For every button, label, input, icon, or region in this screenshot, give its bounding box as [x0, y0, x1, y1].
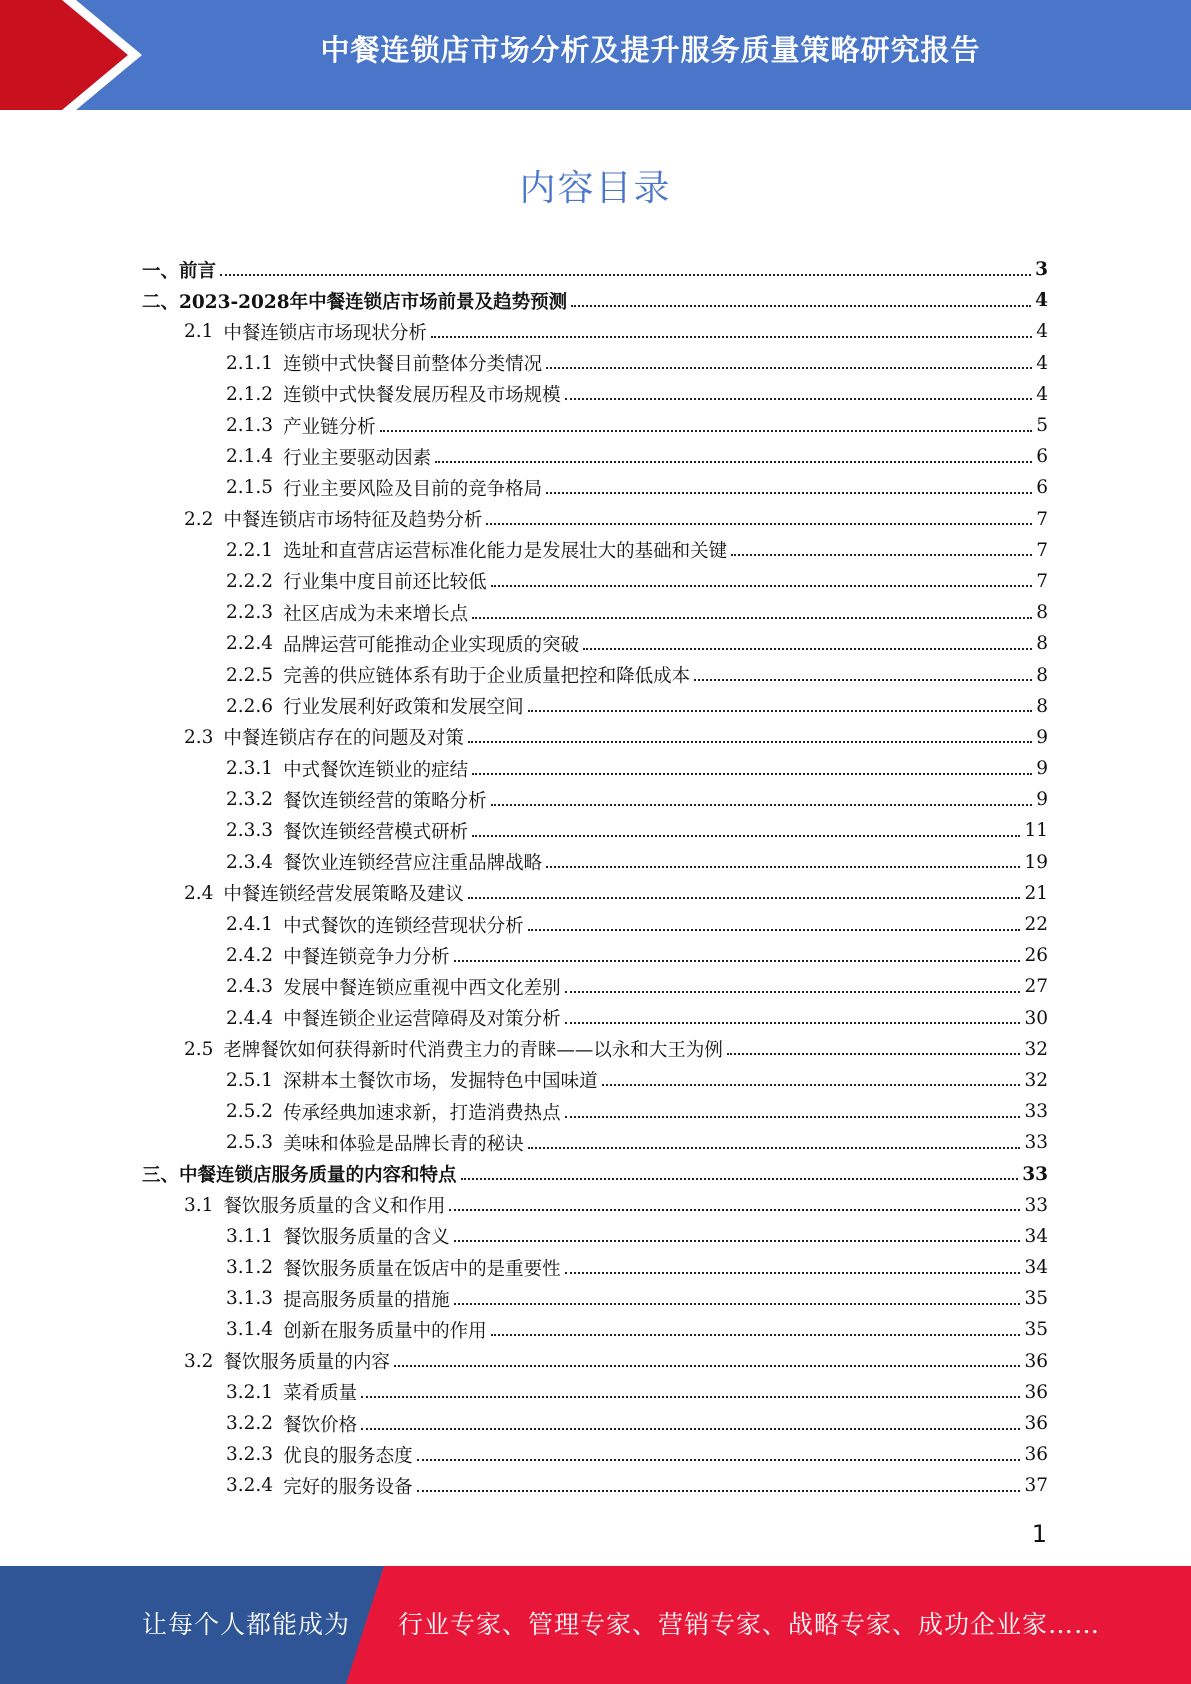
toc-entry-page: 6: [1036, 446, 1048, 468]
toc-dot-leader: [546, 361, 1032, 369]
toc-entry-title: 传承经典加速求新，打造消费热点: [283, 1102, 561, 1124]
toc-dot-leader: [417, 1484, 1021, 1492]
toc-entry-number: 2.1: [184, 321, 214, 343]
toc-dot-leader: [602, 1078, 1021, 1086]
toc-entry[interactable]: [142, 597, 1048, 628]
toc-dot-leader: [435, 455, 1032, 463]
toc-entry[interactable]: [142, 784, 1048, 815]
toc-entry[interactable]: [142, 691, 1048, 722]
toc-entry-title: 创新在服务质量中的作用: [283, 1320, 487, 1342]
toc-entry-title: 餐饮服务质量在饭店中的是重要性: [283, 1258, 561, 1280]
toc-entry[interactable]: [142, 1408, 1048, 1439]
toc-entry-page: 36: [1024, 1350, 1048, 1372]
toc-entry-number: 2.5.1: [226, 1069, 274, 1091]
toc-entry-title: 行业主要风险及目前的竞争格局: [283, 478, 543, 500]
toc-dot-leader: [565, 1110, 1021, 1118]
toc-entry[interactable]: [142, 1439, 1048, 1470]
toc-entry-number: 2.2: [184, 508, 214, 530]
toc-entry-title: 中餐连锁竞争力分析: [283, 946, 450, 968]
toc-entry[interactable]: [142, 722, 1048, 753]
toc-dot-leader: [417, 1453, 1021, 1461]
toc-entry[interactable]: [142, 878, 1048, 909]
toc-entry[interactable]: [142, 971, 1048, 1002]
toc-entry-number: 3.1.3: [226, 1288, 274, 1310]
toc-entry[interactable]: [142, 1127, 1048, 1158]
toc-entry-title: 中式餐饮连锁业的症结: [283, 759, 469, 781]
toc-dot-leader: [468, 735, 1032, 743]
toc-entry[interactable]: [142, 847, 1048, 878]
toc-entry-number: 3.2: [184, 1350, 214, 1372]
toc-entry-number: 2.4: [184, 882, 214, 904]
toc-entry[interactable]: [142, 1003, 1048, 1034]
red-chevron-graphic: [0, 0, 150, 110]
toc-entry[interactable]: [142, 504, 1048, 535]
toc-entry-page: 7: [1036, 570, 1048, 592]
toc-entry[interactable]: [142, 316, 1048, 347]
toc-entry-page: 33: [1022, 1163, 1048, 1185]
toc-entry[interactable]: [142, 1346, 1048, 1377]
toc-entry-number: 2.5.2: [226, 1101, 274, 1123]
toc-entry-title: 中餐连锁店市场现状分析: [223, 322, 427, 344]
toc-dot-leader: [461, 1172, 1019, 1180]
toc-dot-leader: [528, 923, 1021, 931]
toc-dot-leader: [565, 1016, 1021, 1024]
toc-entry-page: 32: [1024, 1069, 1048, 1091]
toc-entry-title: 连锁中式快餐目前整体分类情况: [283, 354, 543, 376]
toc-entry-page: 27: [1024, 976, 1048, 998]
toc-entry[interactable]: [142, 566, 1048, 597]
toc-entry-title: 餐饮价格: [283, 1414, 358, 1436]
toc-entry-title: 完好的服务设备: [283, 1476, 413, 1498]
toc-entry[interactable]: [142, 379, 1048, 410]
toc-entry-page: 6: [1036, 477, 1048, 499]
toc-entry-title: 中餐连锁经营发展策略及建议: [223, 884, 464, 906]
toc-entry-title: 中式餐饮的连锁经营现状分析: [283, 915, 524, 937]
toc-entry-number: 2.3.4: [226, 851, 274, 873]
toc-entry-page: 33: [1024, 1101, 1048, 1123]
toc-dot-leader: [546, 860, 1020, 868]
toc-entry-page: 36: [1024, 1444, 1048, 1466]
toc-dot-leader: [431, 330, 1032, 338]
toc-entry-title: 社区店成为未来增长点: [283, 603, 469, 625]
toc-dot-leader: [454, 1234, 1021, 1242]
toc-dot-leader: [528, 1141, 1021, 1149]
toc-entry-page: 4: [1036, 352, 1048, 374]
toc-entry-page: 33: [1024, 1132, 1048, 1154]
toc-entry-title: 餐饮服务质量的含义: [283, 1227, 450, 1249]
toc-entry-page: 8: [1036, 602, 1048, 624]
footer-slogan-left: 让每个人都能成为: [142, 1610, 351, 1639]
toc-entry-number: 3.1.2: [226, 1257, 274, 1279]
toc-dot-leader: [731, 548, 1032, 556]
toc-dot-leader: [565, 1266, 1021, 1274]
toc-entry-title: 2023-2028年中餐连锁店市场前景及趋势预测: [179, 291, 568, 313]
toc-entry-title: 提高服务质量的措施: [283, 1289, 450, 1311]
toc-entry-number: 2.4.3: [226, 976, 274, 998]
toc-entry[interactable]: [142, 1377, 1048, 1408]
toc-entry-number: 3.2.1: [226, 1381, 274, 1403]
toc-entry[interactable]: [142, 815, 1048, 846]
toc-entry-title: 行业集中度目前还比较低: [283, 572, 487, 594]
toc-dot-leader: [491, 798, 1033, 806]
toc-entry-number: 2.2.2: [226, 570, 274, 592]
toc-entry-number: 3.2.4: [226, 1475, 274, 1497]
toc-entry-number: 2.1.3: [226, 415, 274, 437]
toc-entry-number: 3.2.2: [226, 1413, 274, 1435]
toc-entry-number: 2.1.4: [226, 446, 274, 468]
toc-entry[interactable]: [142, 1252, 1048, 1283]
toc-entry-title: 行业发展利好政策和发展空间: [283, 697, 524, 719]
toc-entry-page: 8: [1036, 664, 1048, 686]
toc-entry-page: 11: [1024, 820, 1048, 842]
toc-entry-page: 9: [1036, 789, 1048, 811]
toc-dot-leader: [491, 1328, 1021, 1336]
toc-entry-title: 深耕本土餐饮市场，发掘特色中国味道: [283, 1071, 598, 1093]
toc-entry-page: 8: [1036, 695, 1048, 717]
toc-entry-number: 2.3.2: [226, 789, 274, 811]
toc-entry-title: 美味和体验是品牌长青的秘诀: [283, 1133, 524, 1155]
toc-dot-leader: [694, 673, 1032, 681]
toc-entry-number: 2.3.1: [226, 758, 274, 780]
toc-entry[interactable]: [142, 1065, 1048, 1096]
toc-entry-page: 35: [1024, 1319, 1048, 1341]
toc-entry-title: 发展中餐连锁应重视中西文化差别: [283, 977, 561, 999]
toc-entry-page: 30: [1024, 1007, 1048, 1029]
toc-entry-page: 7: [1036, 508, 1048, 530]
toc-dot-leader: [571, 299, 1031, 307]
toc-dot-leader: [449, 1203, 1020, 1211]
toc-entry-title: 餐饮连锁经营的策略分析: [283, 790, 487, 812]
toc-entry[interactable]: [142, 1470, 1048, 1501]
toc-entry-title: 产业链分析: [283, 416, 376, 438]
toc-entry-number: 3.1.1: [226, 1225, 274, 1247]
toc-entry[interactable]: [142, 1034, 1048, 1065]
toc-entry-number: 2.5.3: [226, 1132, 274, 1154]
toc-dot-leader: [394, 1359, 1021, 1367]
toc-entry-page: 26: [1024, 945, 1048, 967]
toc-entry-number: 3.1: [184, 1194, 214, 1216]
toc-entry-title: 品牌运营可能推动企业实现质的突破: [283, 634, 580, 656]
toc-dot-leader: [528, 704, 1033, 712]
toc-dot-leader: [546, 486, 1032, 494]
toc-entry-number: 2.2.6: [226, 695, 274, 717]
table-of-contents: [142, 254, 1048, 1502]
page-number: 1: [1031, 1520, 1047, 1548]
toc-dot-leader: [727, 1047, 1021, 1055]
toc-entry-title: 餐饮业连锁经营应注重品牌战略: [283, 853, 543, 875]
toc-entry-number: 2.2.5: [226, 664, 274, 686]
toc-entry-title: 老牌餐饮如何获得新时代消费主力的青睐——以永和大王为例: [223, 1040, 723, 1062]
toc-entry[interactable]: [142, 254, 1048, 285]
toc-entry-title: 餐饮服务质量的内容: [223, 1352, 390, 1374]
toc-entry[interactable]: [142, 940, 1048, 971]
toc-dot-leader: [468, 891, 1021, 899]
toc-entry-page: 21: [1024, 882, 1048, 904]
toc-entry-number: 3.2.3: [226, 1444, 274, 1466]
toc-entry[interactable]: [142, 1096, 1048, 1127]
toc-dot-leader: [380, 424, 1033, 432]
toc-entry[interactable]: [142, 410, 1048, 441]
toc-entry-page: 19: [1024, 851, 1048, 873]
toc-entry[interactable]: [142, 348, 1048, 379]
toc-entry[interactable]: [142, 535, 1048, 566]
toc-entry-number: 2.3.3: [226, 820, 274, 842]
toc-entry-number: 2.1.5: [226, 477, 274, 499]
toc-entry[interactable]: [142, 659, 1048, 690]
toc-entry[interactable]: [142, 1158, 1048, 1189]
toc-entry-title: 前言: [179, 260, 217, 282]
toc-entry-page: 36: [1024, 1413, 1048, 1435]
toc-entry-title: 连锁中式快餐发展历程及市场规模: [283, 385, 561, 407]
toc-entry-title: 餐饮连锁经营模式研析: [283, 821, 469, 843]
toc-entry-number: 2.1.2: [226, 383, 274, 405]
toc-entry-title: 中餐连锁店存在的问题及对策: [223, 728, 464, 750]
toc-dot-leader: [472, 767, 1032, 775]
toc-entry-page: 34: [1024, 1257, 1048, 1279]
toc-entry[interactable]: [142, 472, 1048, 503]
toc-entry[interactable]: [142, 441, 1048, 472]
toc-entry-number: 2.2.3: [226, 602, 274, 624]
toc-entry[interactable]: [142, 753, 1048, 784]
toc-entry-number: 2.5: [184, 1038, 214, 1060]
toc-entry[interactable]: [142, 1314, 1048, 1345]
toc-entry-title: 中餐连锁店市场特征及趋势分析: [223, 510, 483, 532]
toc-dot-leader: [486, 517, 1032, 525]
toc-entry-number: 2.2.4: [226, 633, 274, 655]
toc-entry-page: 37: [1024, 1475, 1048, 1497]
toc-entry-title: 选址和直营店运营标准化能力是发展壮大的基础和关键: [283, 541, 728, 563]
toc-dot-leader: [454, 954, 1021, 962]
toc-entry-page: 36: [1024, 1381, 1048, 1403]
toc-entry-number: 2.3: [184, 726, 214, 748]
toc-entry-number: 2.4.2: [226, 945, 274, 967]
toc-entry-number: 2.4.1: [226, 914, 274, 936]
toc-entry[interactable]: [142, 1283, 1048, 1314]
toc-entry-number: 2.1.1: [226, 352, 274, 374]
toc-entry-page: 7: [1036, 539, 1048, 561]
toc-entry-page: 32: [1024, 1038, 1048, 1060]
toc-dot-leader: [454, 1297, 1021, 1305]
toc-entry-title: 菜肴质量: [283, 1383, 358, 1405]
toc-entry-page: 35: [1024, 1288, 1048, 1310]
toc-entry-page: 8: [1036, 633, 1048, 655]
toc-entry-number: 2.2.1: [226, 539, 274, 561]
toc-dot-leader: [472, 611, 1032, 619]
toc-entry-title: 中餐连锁店服务质量的内容和特点: [179, 1165, 457, 1187]
toc-entry-title: 行业主要驱动因素: [283, 447, 432, 469]
footer-slogan-right: 行业专家、管理专家、营销专家、战略专家、成功企业家……: [398, 1610, 1101, 1639]
toc-entry-number: 三、: [142, 1165, 180, 1187]
toc-entry-page: 9: [1036, 758, 1048, 780]
toc-dot-leader: [361, 1390, 1020, 1398]
toc-entry-page: 34: [1024, 1225, 1048, 1247]
toc-entry-number: 二、: [142, 291, 180, 313]
toc-entry[interactable]: [142, 628, 1048, 659]
page-footer: [0, 1566, 1191, 1684]
toc-dot-leader: [220, 268, 1031, 276]
toc-entry-title: 完善的供应链体系有助于企业质量把控和降低成本: [283, 666, 691, 688]
page-header: [0, 0, 1191, 110]
toc-entry-page: 9: [1036, 726, 1048, 748]
toc-dot-leader: [565, 985, 1021, 993]
toc-entry-number: 3.1.4: [226, 1319, 274, 1341]
toc-entry[interactable]: [142, 1221, 1048, 1252]
toc-dot-leader: [472, 829, 1020, 837]
toc-entry[interactable]: [142, 1190, 1048, 1221]
toc-entry-page: 22: [1024, 914, 1048, 936]
toc-entry[interactable]: [142, 285, 1048, 316]
toc-entry[interactable]: [142, 909, 1048, 940]
toc-entry-page: 5: [1036, 415, 1048, 437]
toc-dot-leader: [565, 392, 1033, 400]
toc-dot-leader: [361, 1422, 1020, 1430]
report-title: 中餐连锁店市场分析及提升服务质量策略研究报告: [320, 33, 981, 67]
toc-entry-number: 一、: [142, 260, 180, 282]
toc-heading: 内容目录: [519, 168, 672, 209]
toc-dot-leader: [583, 642, 1032, 650]
toc-entry-page: 4: [1035, 290, 1048, 312]
toc-entry-page: 33: [1024, 1194, 1048, 1216]
toc-entry-number: 2.4.4: [226, 1007, 274, 1029]
toc-entry-title: 中餐连锁企业运营障碍及对策分析: [283, 1009, 561, 1031]
toc-entry-title: 优良的服务态度: [283, 1445, 413, 1467]
toc-entry-page: 3: [1035, 259, 1048, 281]
toc-entry-title: 餐饮服务质量的含义和作用: [223, 1196, 446, 1218]
toc-entry-page: 4: [1036, 383, 1048, 405]
toc-dot-leader: [491, 579, 1033, 587]
toc-entry-page: 4: [1036, 321, 1048, 343]
